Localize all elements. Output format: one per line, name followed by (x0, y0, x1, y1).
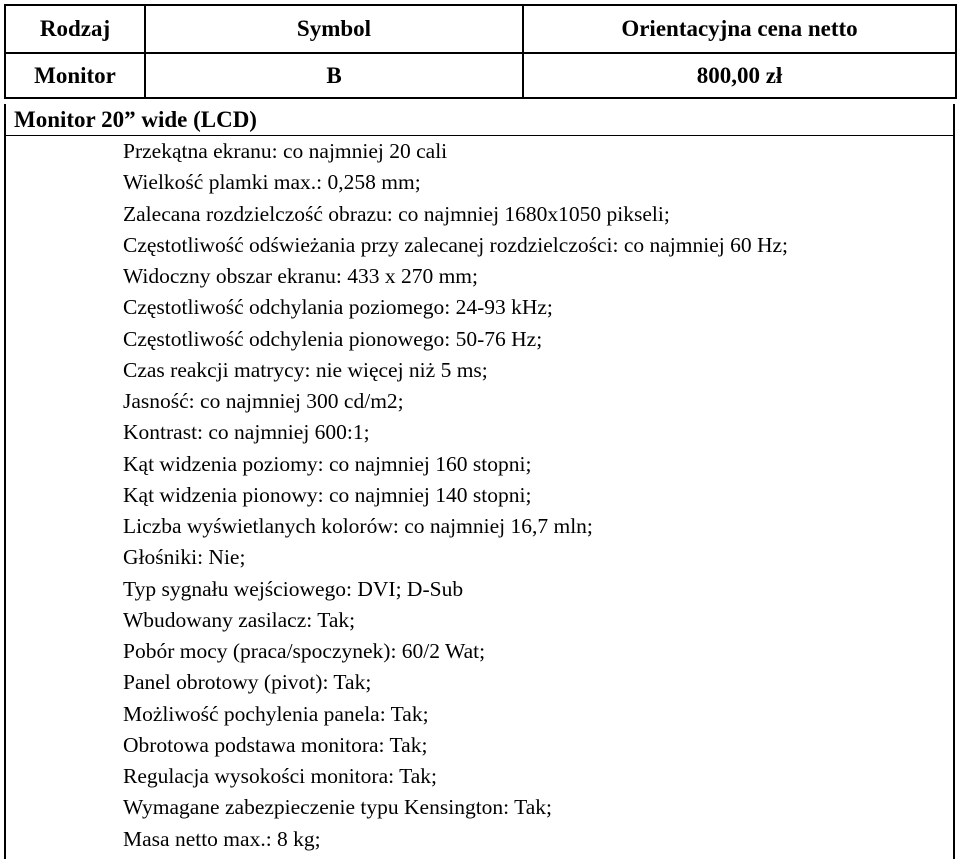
cell-symbol: B (145, 53, 523, 98)
spec-line: Możliwość pochylenia panela: Tak; (123, 701, 429, 726)
spec-line: Przekątna ekranu: co najmniej 20 cali (123, 139, 448, 163)
spec-line: Kąt widzenia poziomy: co najmniej 160 stopni; (123, 451, 532, 476)
cell-price: 800,00 zł (523, 53, 956, 98)
spec-line: Częstotliwość odświeżania przy zalecanej rozdzielczości: co najmniej 60 Hz; (123, 232, 789, 257)
spec-line: Liczba wyświetlanych kolorów: co najmniej 16,7 mln; (123, 514, 593, 538)
spec-line: Regulacja wysokości monitora: Tak; (123, 764, 437, 788)
spec-line: Widoczny obszar ekranu: 433 x 270 mm; (123, 264, 478, 288)
description-title: Monitor 20” wide (LCD) (6, 104, 953, 136)
spec-line: Typ sygnału wejściowego: DVI; D-Sub (123, 576, 464, 601)
table-row (5, 53, 956, 98)
spec-line: Wymagane zabezpieczenie typu Kensington: Tak; (123, 795, 553, 820)
header-type: Rodzaj (5, 5, 145, 53)
spec-line: Pobór mocy (praca/spoczynek): 60/2 Wat; (123, 639, 486, 663)
description-block (4, 104, 955, 859)
spec-line: Masa netto max.: 8 kg; (123, 826, 321, 851)
spec-line: Wielkość plamki max.: 0,258 mm; (123, 170, 421, 195)
spec-line: Zalecana rozdzielczość obrazu: co najmniej 1680x1050 pikseli; (123, 201, 670, 226)
table-header-row (5, 5, 956, 53)
header-symbol: Symbol (145, 5, 523, 53)
spec-line: Jasność: co najmniej 300 cd/m2; (123, 389, 404, 413)
spec-line: Czas reakcji matrycy: nie więcej niż 5 ms; (123, 357, 488, 382)
spec-line: Kontrast: co najmniej 600:1; (123, 420, 370, 445)
header-price: Orientacyjna cena netto (523, 5, 956, 53)
spec-line: Kąt widzenia pionowy: co najmniej 140 stopni; (123, 482, 532, 507)
spec-list (123, 136, 788, 855)
price-table (4, 4, 957, 99)
spec-line: Obrotowa podstawa monitora: Tak; (123, 732, 428, 757)
spec-line: Wbudowany zasilacz: Tak; (123, 607, 356, 632)
cell-type: Monitor (5, 53, 145, 98)
spec-line: Głośniki: Nie; (123, 545, 246, 570)
spec-line: Częstotliwość odchylenia pionowego: 50-76 Hz; (123, 326, 543, 351)
spec-line: Częstotliwość odchylania poziomego: 24-93 kHz; (123, 295, 553, 320)
spec-line: Panel obrotowy (pivot): Tak; (123, 670, 372, 695)
